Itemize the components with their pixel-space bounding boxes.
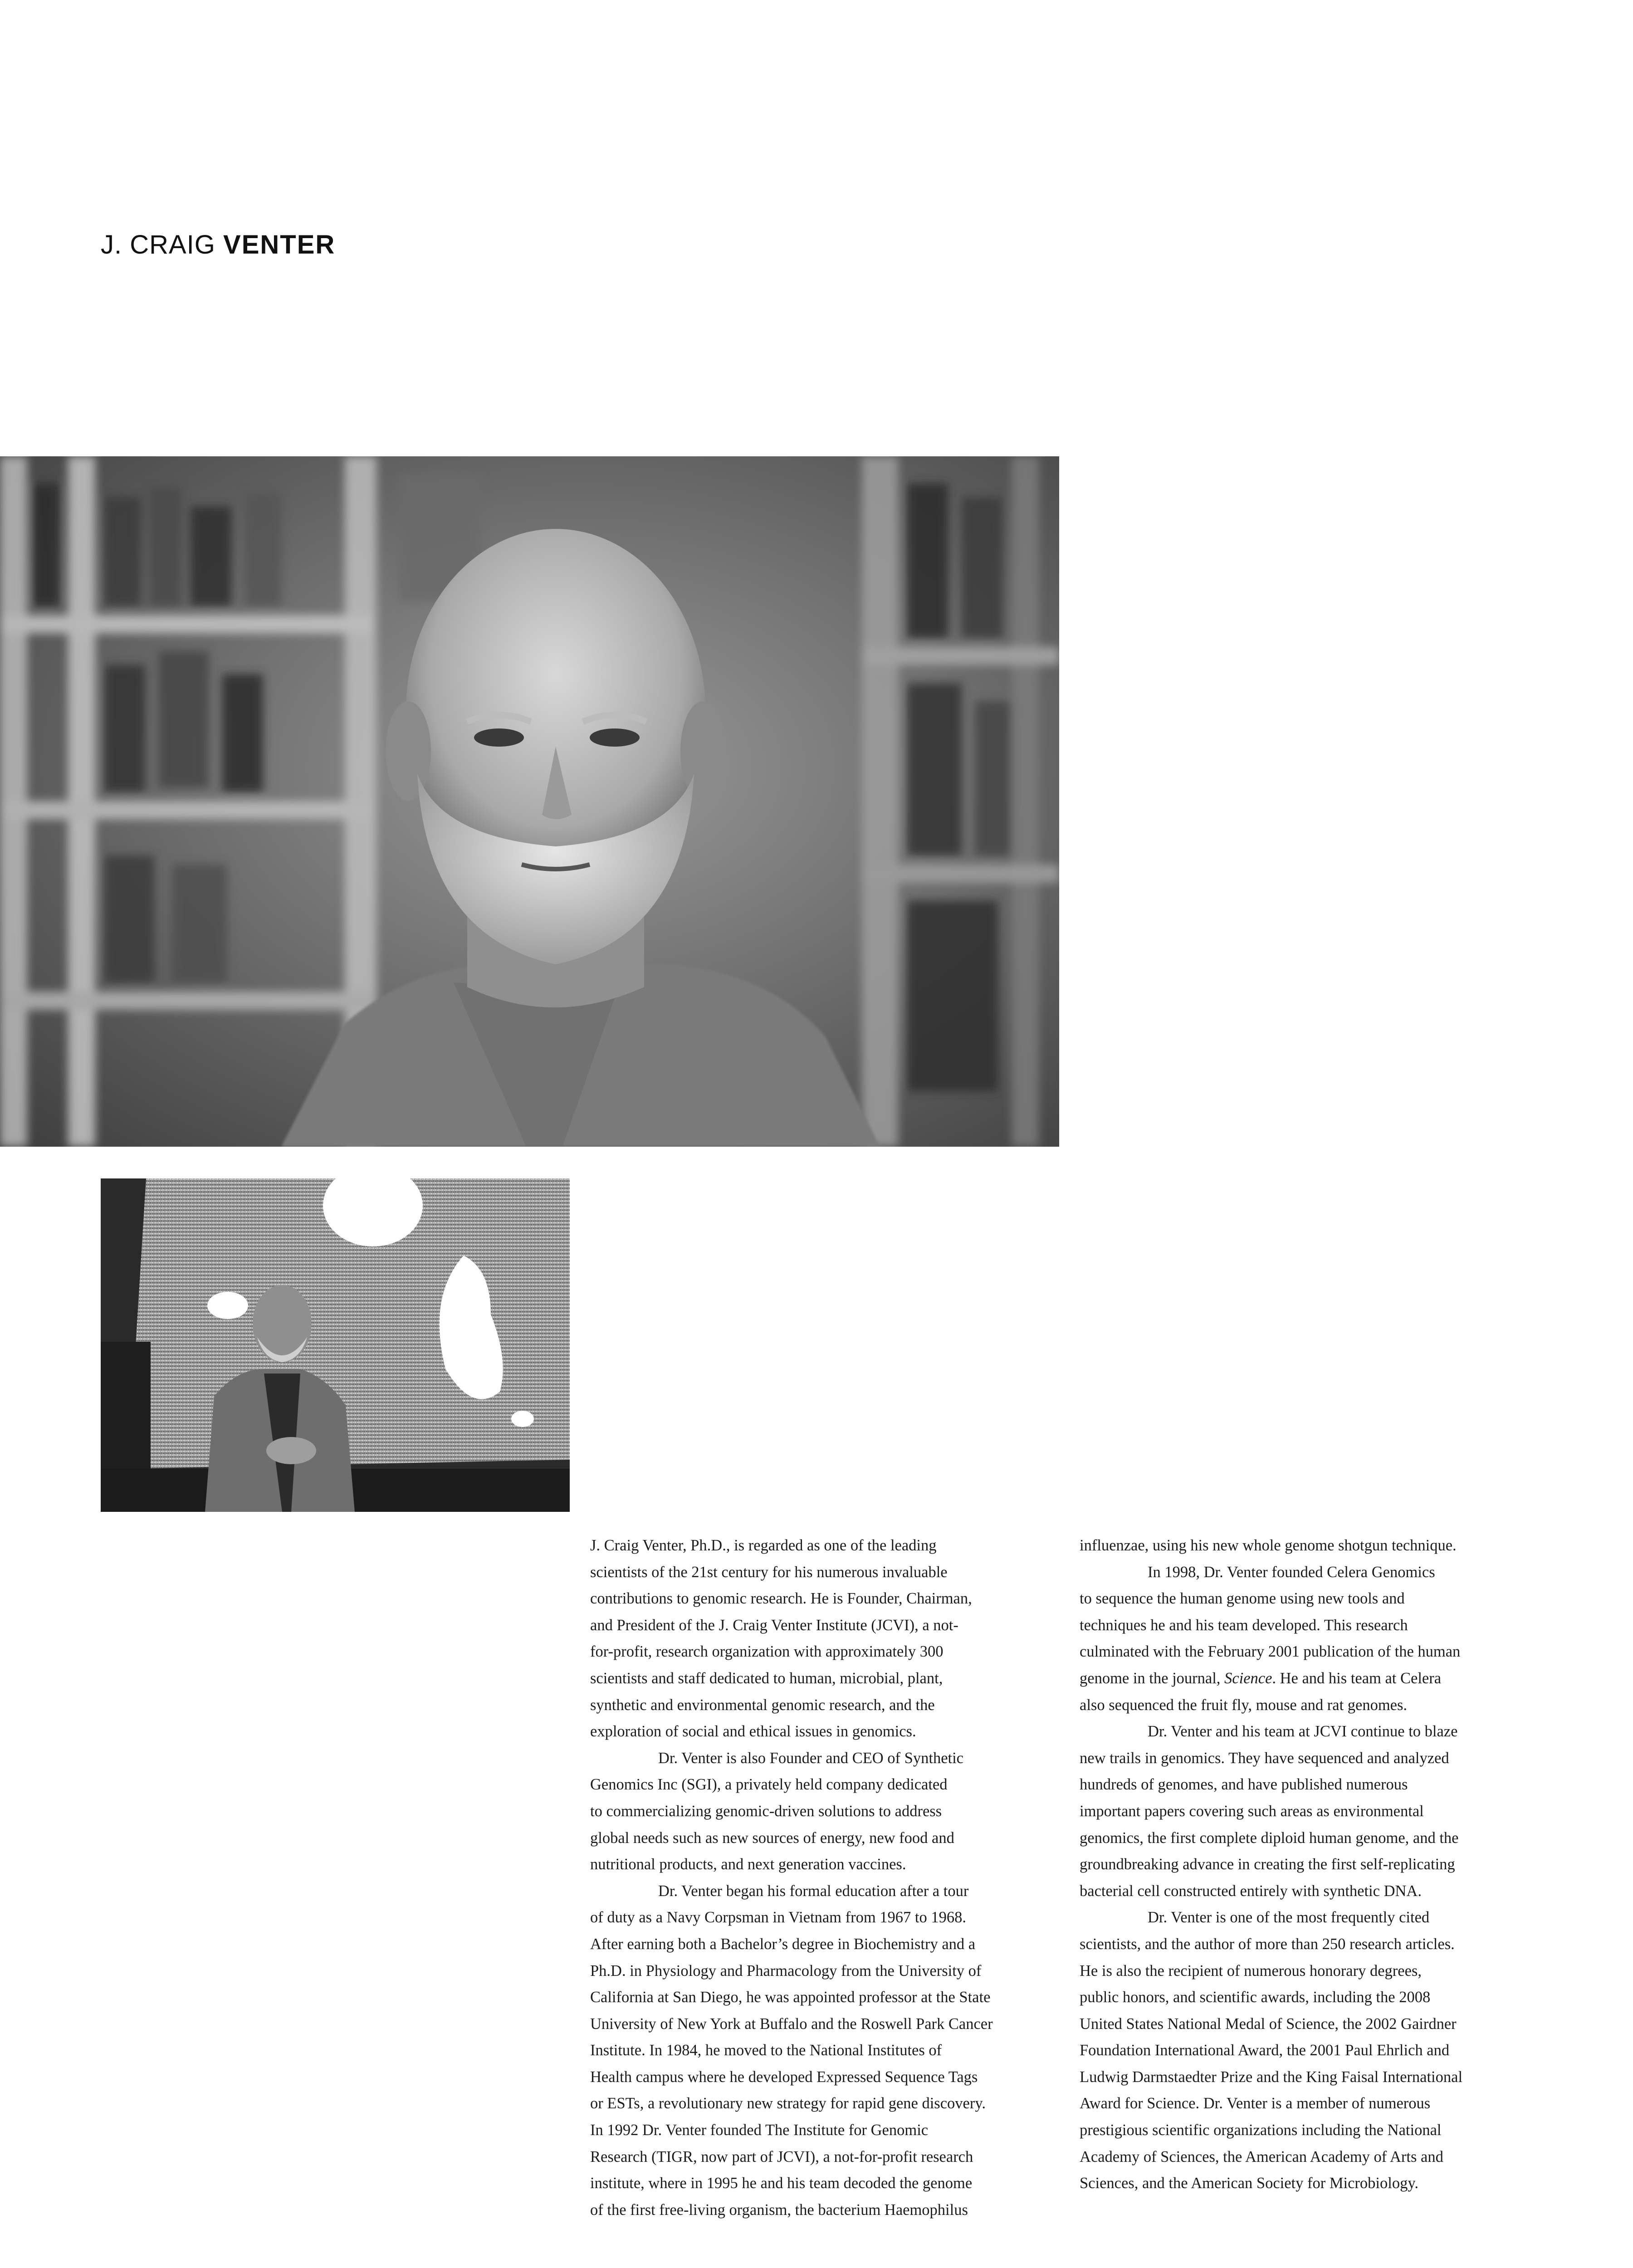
text-line: of duty as a Navy Corpsman in Vietnam from 1967 to 1968.: [590, 1909, 967, 1926]
text-line: influenzae, using his new whole genome shotgun technique.: [1080, 1537, 1457, 1554]
text-line: hundreds of genomes, and have published numerous: [1080, 1776, 1408, 1794]
text-line: In 1992 Dr. Venter founded The Institute for Genomic: [590, 2121, 929, 2139]
bio-paragraph-6: [1080, 1904, 1542, 2197]
lecture-photo-icon: [101, 1178, 570, 1512]
text-line: Academy of Sciences, the American Academy of Arts and: [1080, 2148, 1443, 2165]
title-first-name: J. CRAIG: [101, 230, 215, 259]
text-line: important papers covering such areas as environmental: [1080, 1802, 1424, 1820]
text-line: public honors, and scientific awards, including the 2008: [1080, 1989, 1431, 2006]
text-line: United States National Medal of Science, the 2002 Gairdner: [1080, 2015, 1457, 2033]
text-line: genomics, the first complete diploid human genome, and the: [1080, 1829, 1459, 1847]
bio-paragraph-3: [590, 1878, 1055, 2224]
text-line: [1080, 1665, 1542, 1692]
text-line: J. Craig Venter, Ph.D., is regarded as one of the leading: [590, 1537, 937, 1554]
text-line: and President of the J. Craig Venter Institute (JCVI), a not-: [590, 1616, 958, 1634]
text-line: California at San Diego, he was appointed professor at the State: [590, 1989, 991, 2006]
text-line: scientists of the 21st century for his numerous invaluable: [590, 1563, 948, 1581]
text-line: of the first free-living organism, the bacterium Haemophilus: [590, 2201, 968, 2219]
text-line: scientists and staff dedicated to human, microbial, plant,: [590, 1669, 943, 1687]
text-line: Research (TIGR, now part of JCVI), a not-for-profit research: [590, 2148, 973, 2165]
bio-paragraph-2: [590, 1745, 1055, 1878]
lecture-photo: [101, 1178, 570, 1512]
text-line: global needs such as new sources of energy, new food and: [590, 1829, 954, 1847]
text-line: exploration of social and ethical issues in genomics.: [590, 1723, 916, 1740]
text-line: synthetic and environmental genomic research, and the: [590, 1696, 935, 1714]
journal-title: Science: [1224, 1669, 1272, 1687]
text-line: Dr. Venter is one of the most frequently cited: [1148, 1909, 1430, 1926]
portrait-photo: [0, 456, 1059, 1147]
text-line: Health campus where he developed Expressed Sequence Tags: [590, 2068, 978, 2086]
text-line: to sequence the human genome using new tools and: [1080, 1590, 1405, 1608]
text-line: to commercializing genomic-driven solutions to address: [590, 1802, 942, 1820]
text-line: nutritional products, and next generation vaccines.: [590, 1856, 906, 1873]
bio-paragraph-1: [590, 1532, 1055, 1745]
text-line: culminated with the February 2001 publication of the human: [1080, 1643, 1461, 1661]
text-line: Foundation International Award, the 2001 Paul Ehrlich and: [1080, 2042, 1450, 2059]
text-line: After earning both a Bachelor’s degree in Biochemistry and a: [590, 1935, 976, 1953]
text-line: Genomics Inc (SGI), a privately held company dedicated: [590, 1776, 948, 1794]
text-line: Sciences, and the American Society for Microbiology.: [1080, 2175, 1418, 2192]
text-line: University of New York at Buffalo and the Roswell Park Cancer: [590, 2015, 993, 2033]
text-segment: . He and his team at Celera: [1272, 1669, 1442, 1687]
text-line: Institute. In 1984, he moved to the National Institutes of: [590, 2042, 942, 2059]
text-line: for-profit, research organization with approximately 300: [590, 1643, 944, 1661]
text-line: also sequenced the fruit fly, mouse and rat genomes.: [1080, 1696, 1408, 1714]
text-line: prestigious scientific organizations including the National: [1080, 2121, 1442, 2139]
bio-column-1: [590, 1532, 1055, 2223]
title-last-name: VENTER: [223, 230, 336, 259]
text-line: Dr. Venter and his team at JCVI continue to blaze: [1148, 1723, 1458, 1740]
text-line: Dr. Venter began his formal education after a tour: [658, 1882, 969, 1900]
text-line: techniques he and his team developed. This research: [1080, 1616, 1408, 1634]
text-line: institute, where in 1995 he and his team decoded the genome: [590, 2175, 973, 2192]
text-line: groundbreaking advance in creating the first self-replicating: [1080, 1856, 1455, 1873]
bio-paragraph-4: [1080, 1559, 1542, 1719]
text-line: Award for Science. Dr. Venter is a member of numerous: [1080, 2095, 1431, 2112]
text-line: Dr. Venter is also Founder and CEO of Synthetic: [658, 1749, 963, 1767]
bio-paragraph-5: [1080, 1718, 1542, 1904]
portrait-photo-icon: [0, 456, 1059, 1147]
text-line: Ph.D. in Physiology and Pharmacology from the University of: [590, 1962, 982, 1980]
text-line: or ESTs, a revolutionary new strategy for rapid gene discovery.: [590, 2095, 986, 2112]
text-line: bacterial cell constructed entirely with synthetic DNA.: [1080, 1882, 1422, 1900]
text-line: Ludwig Darmstaedter Prize and the King Faisal International: [1080, 2068, 1463, 2086]
text-line: contributions to genomic research. He is Founder, Chairman,: [590, 1590, 972, 1608]
bio-column-2: [1080, 1532, 1542, 2197]
text-line: scientists, and the author of more than 250 research articles.: [1080, 1935, 1455, 1953]
bio-paragraph-continued: [1080, 1532, 1542, 1559]
page-title: [101, 230, 335, 260]
text-segment: genome in the journal,: [1080, 1669, 1225, 1687]
text-line: new trails in genomics. They have sequenced and analyzed: [1080, 1749, 1449, 1767]
text-line: He is also the recipient of numerous honorary degrees,: [1080, 1962, 1422, 1980]
text-line: In 1998, Dr. Venter founded Celera Genomics: [1148, 1563, 1435, 1581]
